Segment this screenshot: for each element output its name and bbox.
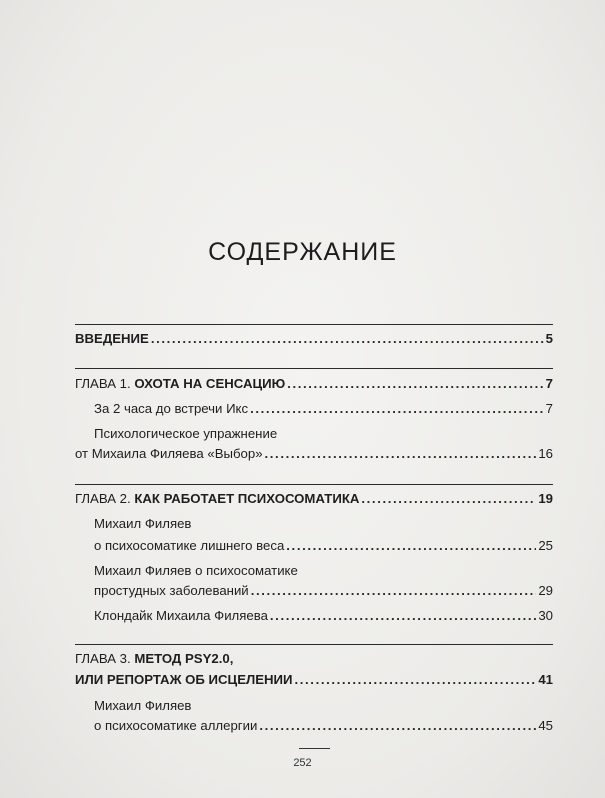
chapter-prefix: ГЛАВА 2. bbox=[75, 491, 135, 506]
section-divider bbox=[75, 484, 553, 485]
chapter-prefix: ГЛАВА 1. bbox=[75, 376, 135, 391]
toc-entry-label: о психосоматике лишнего веса bbox=[94, 538, 285, 553]
toc-entry-label: от Михаила Филяева «Выбор» bbox=[75, 446, 263, 461]
toc-leader-dots bbox=[270, 608, 536, 624]
page-number: 252 bbox=[293, 757, 312, 769]
toc-entry-section[interactable] bbox=[94, 583, 553, 599]
toc-entry-introduction[interactable] bbox=[75, 331, 553, 347]
toc-entry-first-line: Михаил Филяев о психосоматике bbox=[94, 563, 298, 578]
toc-entry-label: Клондайк Михаила Филяева bbox=[94, 608, 268, 623]
toc-entry-first-line: Михаил Филяев bbox=[94, 698, 192, 713]
toc-entry-label: простудных заболеваний bbox=[94, 583, 249, 598]
toc-page-number: 16 bbox=[538, 446, 553, 461]
toc-page-number: 41 bbox=[538, 672, 553, 687]
toc-entry-label: ИЛИ РЕПОРТАЖ ОБ ИСЦЕЛЕНИИ bbox=[75, 672, 293, 687]
toc-page-number: 7 bbox=[545, 376, 553, 391]
toc-entry-section[interactable] bbox=[75, 446, 553, 462]
chapter-title: КАК РАБОТАЕТ ПСИХОСОМАТИКА bbox=[134, 491, 360, 506]
toc-page-number: 5 bbox=[545, 331, 553, 346]
toc-page-number: 7 bbox=[545, 401, 553, 416]
toc-entry-chapter-2[interactable] bbox=[75, 491, 553, 507]
toc-leader-dots bbox=[287, 376, 543, 392]
toc-page-number: 25 bbox=[538, 538, 553, 553]
toc-leader-dots bbox=[250, 401, 544, 417]
toc-entry-first-line: Психологическое упражнение bbox=[94, 426, 278, 441]
page-title: СОДЕРЖАНИЕ bbox=[208, 238, 397, 266]
footer-rule bbox=[299, 748, 330, 749]
toc-entry-section[interactable] bbox=[94, 718, 553, 734]
toc-page-number: 29 bbox=[538, 583, 553, 598]
section-divider bbox=[75, 324, 553, 325]
chapter-title-line1: МЕТОД PSY2.0, bbox=[134, 651, 234, 666]
toc-entry-section[interactable] bbox=[94, 538, 553, 554]
section-divider bbox=[75, 644, 553, 645]
toc-entry-label: ВВЕДЕНИЕ bbox=[75, 331, 149, 346]
toc-leader-dots bbox=[286, 538, 536, 554]
toc-leader-dots bbox=[265, 446, 537, 462]
toc-entry-section[interactable] bbox=[94, 401, 553, 417]
toc-page-number: 30 bbox=[538, 608, 553, 623]
toc-entry-chapter-3[interactable] bbox=[75, 672, 553, 688]
chapter-prefix: ГЛАВА 3. bbox=[75, 651, 135, 666]
toc-entry-label: За 2 часа до встречи Икс bbox=[94, 401, 249, 416]
toc-entry-label bbox=[75, 376, 285, 392]
toc-leader-dots bbox=[251, 583, 537, 599]
toc-leader-dots bbox=[361, 491, 536, 507]
toc-entry-section[interactable] bbox=[94, 608, 553, 624]
toc-entry-label bbox=[75, 491, 359, 507]
chapter-title: ОХОТА НА СЕНСАЦИЮ bbox=[134, 376, 286, 391]
toc-entry-first-line bbox=[75, 651, 233, 667]
toc-leader-dots bbox=[259, 718, 536, 734]
toc-page-number: 19 bbox=[538, 491, 553, 506]
toc-entry-chapter-1[interactable] bbox=[75, 376, 553, 392]
toc-entry-label: о психосоматике аллергии bbox=[94, 718, 258, 733]
toc-page-number: 45 bbox=[538, 718, 553, 733]
section-divider bbox=[75, 368, 553, 369]
toc-leader-dots bbox=[151, 331, 544, 347]
toc-leader-dots bbox=[295, 672, 537, 688]
toc-entry-first-line: Михаил Филяев bbox=[94, 516, 192, 531]
